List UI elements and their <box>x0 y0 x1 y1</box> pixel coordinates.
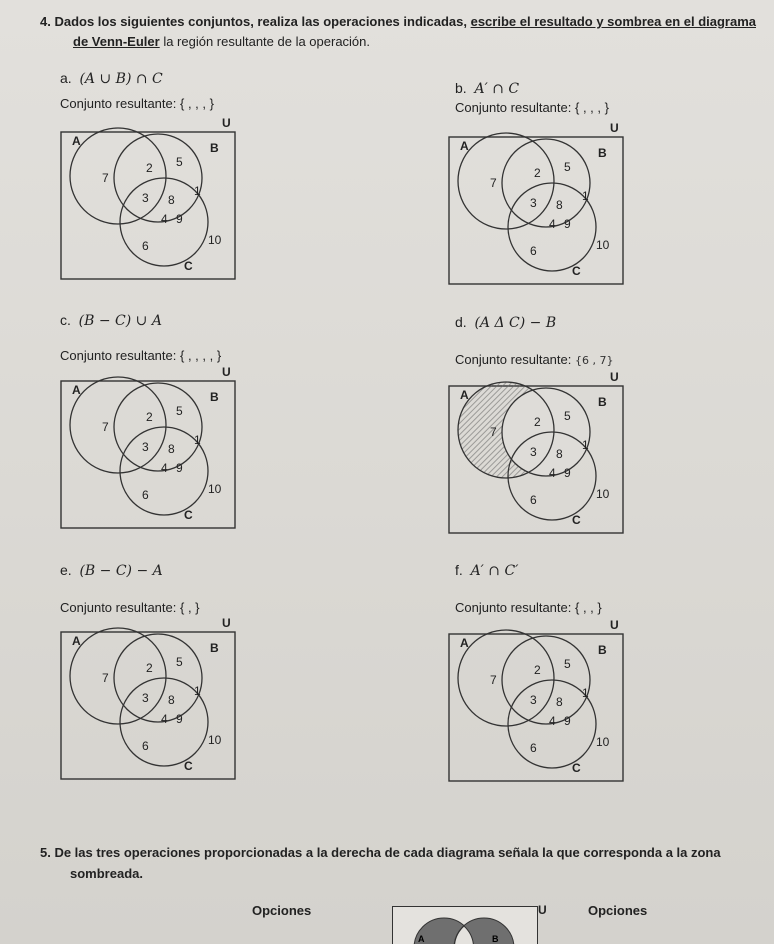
element-2: 2 <box>146 661 153 675</box>
universe-box <box>61 132 235 279</box>
element-1: 1 <box>582 189 589 203</box>
element-4: 4 <box>549 714 556 728</box>
element-8: 8 <box>556 447 563 461</box>
element-3: 3 <box>142 440 149 454</box>
set-c-label: C <box>572 761 581 775</box>
element-10: 10 <box>596 735 610 749</box>
set-a-label: A <box>72 634 81 648</box>
element-10: 10 <box>208 482 222 496</box>
element-6: 6 <box>530 741 537 755</box>
element-9: 9 <box>564 466 571 480</box>
set-c-label: C <box>572 264 581 278</box>
element-8: 8 <box>168 193 175 207</box>
element-5: 5 <box>176 155 183 169</box>
question-4-line-1: 4. Dados los siguientes conjuntos, realiza las operaciones indicadas, escribe el resultado y sombrea en el diagrama <box>40 14 756 29</box>
element-2: 2 <box>146 161 153 175</box>
universe-box <box>449 137 623 284</box>
part-b-heading: b. A′ ∩ C <box>455 80 520 97</box>
universe-label: U <box>222 367 231 379</box>
element-5: 5 <box>564 409 571 423</box>
element-1: 1 <box>194 433 201 447</box>
circle-a <box>70 628 166 724</box>
element-4: 4 <box>161 461 168 475</box>
shaded-venn-q5 <box>392 906 538 944</box>
set-b-label: B <box>210 390 219 404</box>
venn-diagram-e[interactable] <box>60 618 238 780</box>
element-10: 10 <box>208 733 222 747</box>
element-7: 7 <box>102 171 109 185</box>
set-c-label: C <box>184 259 193 273</box>
part-f-result: Conjunto resultante: { , , } <box>455 600 602 615</box>
universe-label: U <box>610 372 619 384</box>
universe-label: U <box>610 123 619 135</box>
universe-label: U <box>222 118 231 130</box>
element-3: 3 <box>530 693 537 707</box>
set-c-label: C <box>184 759 193 773</box>
element-6: 6 <box>530 244 537 258</box>
part-d-heading: d. (A Δ C) − B <box>455 314 557 331</box>
universe-label: U <box>222 618 231 630</box>
element-3: 3 <box>142 191 149 205</box>
element-7: 7 <box>102 420 109 434</box>
set-b-label: B <box>598 146 607 160</box>
element-7: 7 <box>102 671 109 685</box>
element-5: 5 <box>564 657 571 671</box>
element-7: 7 <box>490 673 497 687</box>
element-1: 1 <box>582 686 589 700</box>
venn-diagram-f[interactable] <box>448 620 626 782</box>
element-5: 5 <box>176 655 183 669</box>
part-a-result: Conjunto resultante: { , , , } <box>60 96 214 111</box>
universe-label-q5: U <box>538 903 547 917</box>
set-a-label: A <box>72 134 81 148</box>
element-1: 1 <box>582 438 589 452</box>
element-6: 6 <box>142 739 149 753</box>
part-e-heading: e. (B − C) − A <box>60 562 163 579</box>
element-3: 3 <box>530 196 537 210</box>
circle-a <box>458 630 554 726</box>
element-8: 8 <box>556 695 563 709</box>
element-1: 1 <box>194 184 201 198</box>
part-f-heading: f. A′ ∩ C′ <box>455 562 519 579</box>
element-7: 7 <box>490 425 497 439</box>
element-6: 6 <box>142 239 149 253</box>
element-4: 4 <box>549 466 556 480</box>
element-4: 4 <box>161 712 168 726</box>
element-6: 6 <box>142 488 149 502</box>
element-3: 3 <box>142 691 149 705</box>
element-9: 9 <box>564 217 571 231</box>
element-9: 9 <box>176 461 183 475</box>
element-3: 3 <box>530 445 537 459</box>
part-b-result: Conjunto resultante: { , , , } <box>455 100 609 115</box>
q5-set-b-label: B <box>492 934 499 944</box>
question-4-line-2: de Venn-Euler la región resultante de la operación. <box>73 34 371 49</box>
element-9: 9 <box>564 714 571 728</box>
venn-diagram-b[interactable] <box>448 123 626 285</box>
venn-diagram-c[interactable] <box>60 367 238 529</box>
element-10: 10 <box>596 238 610 252</box>
element-6: 6 <box>530 493 537 507</box>
element-8: 8 <box>168 693 175 707</box>
element-4: 4 <box>161 212 168 226</box>
set-a-label: A <box>460 388 469 402</box>
circle-a <box>70 377 166 473</box>
element-2: 2 <box>534 663 541 677</box>
element-8: 8 <box>168 442 175 456</box>
set-c-label: C <box>572 513 581 527</box>
venn-diagram-a[interactable] <box>60 118 238 280</box>
set-b-label: B <box>210 141 219 155</box>
venn-diagram-d[interactable] <box>448 372 626 534</box>
part-d-result: Conjunto resultante: {6 , 7} <box>455 352 614 367</box>
options-label-left: Opciones <box>252 903 312 918</box>
element-10: 10 <box>208 233 222 247</box>
set-b-label: B <box>210 641 219 655</box>
element-7: 7 <box>490 176 497 190</box>
universe-box <box>61 381 235 528</box>
circle-a <box>70 128 166 224</box>
question-5-line-2: sombreada. <box>70 866 143 881</box>
universe-label: U <box>610 620 619 632</box>
element-2: 2 <box>534 166 541 180</box>
element-4: 4 <box>549 217 556 231</box>
element-10: 10 <box>596 487 610 501</box>
options-label-right: Opciones <box>588 903 648 918</box>
element-9: 9 <box>176 712 183 726</box>
set-b-label: B <box>598 395 607 409</box>
q5-set-a-label: A <box>418 934 425 944</box>
element-9: 9 <box>176 212 183 226</box>
element-5: 5 <box>564 160 571 174</box>
element-2: 2 <box>534 415 541 429</box>
part-a-heading: a. (A ∪ B) ∩ C <box>60 70 163 87</box>
part-c-heading: c. (B − C) ∪ A <box>60 312 162 329</box>
question-5-line-1: 5. De las tres operaciones proporcionadas a la derecha de cada diagrama señala la que corresponda a la zona <box>40 845 721 860</box>
universe-box <box>61 632 235 779</box>
element-8: 8 <box>556 198 563 212</box>
circle-a <box>458 133 554 229</box>
set-a-label: A <box>460 139 469 153</box>
universe-box <box>449 634 623 781</box>
set-a-label: A <box>460 636 469 650</box>
part-c-result: Conjunto resultante: { , , , , } <box>60 348 222 363</box>
element-1: 1 <box>194 684 201 698</box>
set-b-label: B <box>598 643 607 657</box>
element-5: 5 <box>176 404 183 418</box>
set-c-label: C <box>184 508 193 522</box>
part-e-result: Conjunto resultante: { , } <box>60 600 200 615</box>
element-2: 2 <box>146 410 153 424</box>
set-a-label: A <box>72 383 81 397</box>
